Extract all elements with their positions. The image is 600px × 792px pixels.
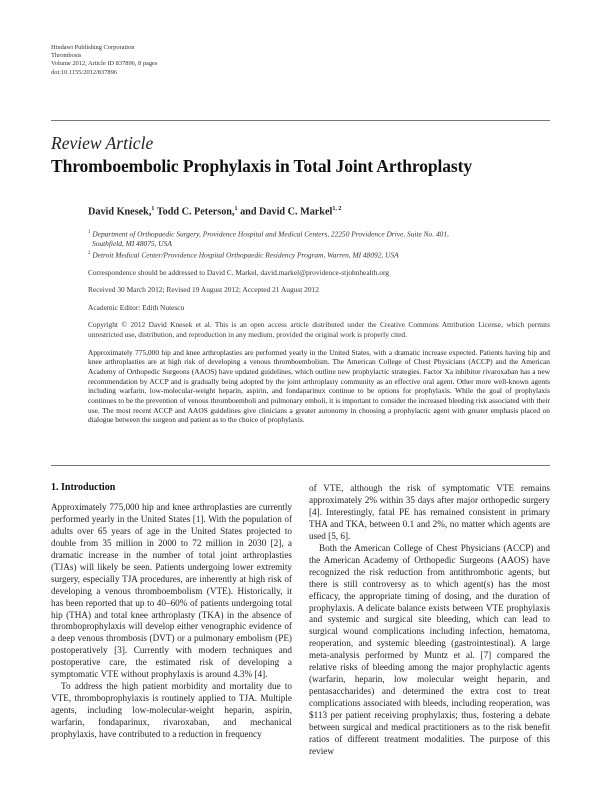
author-name: and David C. Markel <box>237 206 333 218</box>
article-type: Review Article <box>51 133 154 153</box>
author-affiliation-marker: 1, 2 <box>332 206 342 212</box>
body-paragraph: To address the high patient morbidity and mortality due to VTE, thromboprophylaxis is routinely applied to TJA. Multiple agents, including low-molecular-weight heparin, aspirin, warfarin, fondaparinux, rivaroxaban, and mechanical prophylaxis, have contributed to a reduction in frequency <box>51 681 292 740</box>
article-title: Thromboembolic Prophylaxis in Total Joint Arthroplasty <box>51 156 472 176</box>
front-matter <box>88 206 550 425</box>
journal-name: Thrombosis <box>51 52 82 60</box>
copyright-notice: Copyright © 2012 David Knesek et al. This is an open access article distributed under the Creative Commons Attribution License, which permits unrestricted use, distribution, and reproduction in any medium, provided the original work is properly cited. <box>88 320 550 339</box>
body-paragraph: of VTE, although the risk of symptomatic VTE remains approximately 2% within 35 days after major orthopedic surgery [4]. Interestingly, fatal PE has remained consistent in primary THA and TKA, between 0.1 and 2%, no matter which agents are used [5, 6]. <box>309 483 550 541</box>
abstract-rule <box>51 465 550 466</box>
affiliation-number: 1 <box>88 230 91 236</box>
dates-line: Received 30 March 2012; Revised 19 August 2012; Accepted 21 August 2012 <box>88 285 319 295</box>
section-heading: 1. Introduction <box>51 482 116 493</box>
author-name: Todd C. Peterson, <box>154 206 235 218</box>
author-name: David Knesek, <box>88 206 152 218</box>
author-affiliation-marker: 1 <box>234 206 238 212</box>
author-affiliation-marker: 1 <box>151 206 155 212</box>
author-list <box>88 206 550 217</box>
volume-info: Volume 2012, Article ID 837896, 8 pages <box>51 60 158 68</box>
journal-header <box>51 44 157 77</box>
affiliation-2 <box>88 249 550 260</box>
affiliation-number: 2 <box>88 250 91 256</box>
correspondence-line: Correspondence should be addressed to David C. Markel, david.markel@providence-stjohnhealth.org <box>88 267 389 277</box>
publisher-name: Hindawi Publishing Corporation <box>51 44 135 51</box>
doi: doi:10.1155/2012/837896 <box>51 68 117 76</box>
affiliation-1 <box>88 228 550 248</box>
affiliation-text-continued: Southfield, MI 48075, USA <box>92 239 172 249</box>
abstract: Approximately 775,000 hip and knee arthroplasties are performed yearly in the United States, with a dramatic increase expected. Patients having hip and knee arthroplasties are at high risk of developing a venous thromboembolism. The American College of Chest Physicians (ACCP) and the American Academy of Orthopedic Surgeons (AAOS) have updated guidelines, which outline new prophylactic strategies. Factor Xa inhibitor rivaroxaban has a new recommendation by ACCP and is gradually being adopted by the joint arthroplasty community as an effective oral agent. Other more well-known agents including warfarin, low-molecular-weight heparin, aspirin, and fondaparinux continue to be options for prophylaxis. While the goal of prophylaxis continues to be the prevention of venous thromboemboli and pulmonary emboli, it is important to consider the increased bleeding risk associated with their use. The most recent ACCP and AAOS guidelines give clinicians a greater autonomy in choosing a prophylactic agent with greater emphasis placed on dialogue between the surgeon and patient as to the choice of prophylaxis. <box>88 347 550 425</box>
left-column <box>51 482 292 741</box>
body-paragraph: Both the American College of Chest Physicians (ACCP) and the American Academy of Orthopedic Surgeons (AAOS) have recognized the risk reduction from antithrombotic agents, but there is still controversy as to which agent(s) has the most efficacy, the appropriate timing of dosing, and the duration of prophylaxis. A delicate balance exists between VTE prophylaxis and systemic and surgical site bleeding, which can lead to surgical wound complications including infection, hematoma, reoperation, and systemic bleeding (gastrointestinal). A large meta-analysis performed by Muntz et al. [7] compared the relative risks of bleeding among the major prophylactic agents (warfarin, heparin, low molecular weight heparin, and pentasaccharides) and determined the extra cost to treat complications associated with bleeds, including reoperation, was $113 per patient receiving prophylaxis; thus, fostering a debate between surgical and medical practitioners as to the risk benefit ratios of different treatment modalities. The purpose of this review <box>309 542 550 756</box>
affiliation-text: Department of Orthopaedic Surgery, Providence Hospital and Medical Centers, 22250 Providence Drive, Suite No. 401, <box>90 229 449 239</box>
academic-editor: Academic Editor: Edith Nutescu <box>88 302 185 312</box>
right-column <box>309 483 550 758</box>
body-paragraph: Approximately 775,000 hip and knee arthroplasties are currently performed yearly in the United States [1]. With the population of adults over 65 years of age in the United States projected to double from 35 million in 2000 to 72 million in 2030 [2], a dramatic increase in the number of total joint arthroplasties (TJAs) will likely be seen. Patients undergoing lower extremity surgery, especially TJA procedures, are inherently at high risk of developing a venous thromboembolism (VTE). Historically, it has been reported that up to 40–60% of patients undergoing total hip (THA) and total knee arthroplasty (TKA) in the absence of thromboprophylaxis will develop either venographic evidence of a deep venous thrombosis (DVT) or a pulmonary embolism (PE) postoperatively [3]. Currently with modern techniques and postoperative care, the estimated risk of developing a symptomatic VTE without prophylaxis is around 4.3% [4]. <box>51 501 292 680</box>
header-rule <box>51 120 550 121</box>
affiliation-text: Detroit Medical Center/Providence Hospital Orthopaedic Residency Program, Warren, MI 48092, USA <box>90 250 399 260</box>
